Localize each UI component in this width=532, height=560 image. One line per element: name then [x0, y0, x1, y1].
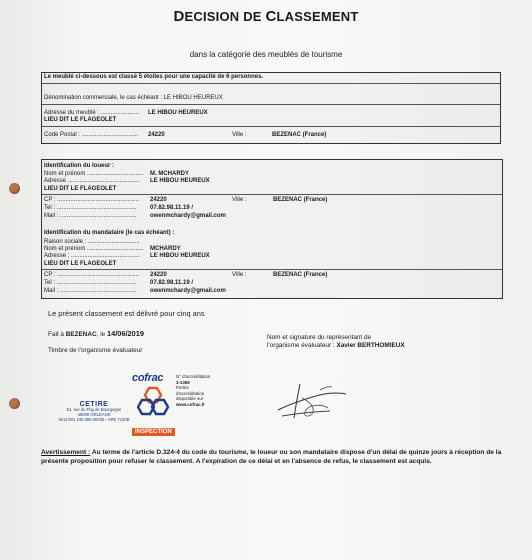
mandataire-adresse-label: Adresse : .........................................	[44, 253, 140, 259]
denomination-line: Dénomination commerciale, le cas échéant : LE HIBOU HEUREUX	[44, 95, 223, 101]
identification-box	[41, 159, 503, 299]
code-postal-value: 24220	[148, 132, 165, 138]
signature-line-1: Nom et signature du représentant de	[267, 334, 372, 341]
signature-line-2: l'organisme évaluateur : Xavier BERTHOMIEUX	[267, 342, 405, 349]
cetire-name: CETIRE	[79, 401, 109, 408]
mandataire-nom-value: MCHARDY	[150, 246, 181, 252]
cofrac-accreditation-text: N° d'accréditation 3-1356 Portée d'accréditation disponible sur www.cofrac.fr	[176, 374, 211, 407]
mandataire-cp-value: 24220	[150, 272, 167, 278]
document-subtitle: dans la catégorie des meublés de tourisme	[189, 50, 343, 59]
mandataire-tel-label: Tel : ................................................	[44, 280, 137, 286]
mandataire-mail-value: owenmchardy@gmail.com	[150, 288, 226, 294]
ville-value: BEZENAC (France)	[272, 132, 327, 138]
loueur-tel-value: 07.82.98.11.19 /	[150, 205, 194, 211]
loueur-tel-label: Tel : ................................................	[44, 205, 137, 211]
mandataire-cp-label: CP : .................................................	[44, 272, 139, 278]
meuble-box	[41, 72, 501, 144]
loueur-mail-value: owenmchardy@gmail.com	[150, 213, 226, 219]
fait-a-line: Fait à BEZENAC, le 14/06/2019	[48, 329, 144, 338]
cetire-stamp	[50, 402, 138, 422]
document-title: DECISION DE CLASSEMENT	[173, 8, 359, 25]
adresse-label: Adresse du meublé : .......................	[44, 110, 140, 116]
punch-hole	[9, 183, 20, 194]
warning-paragraph	[41, 449, 511, 466]
mandataire-adresse-value: LE HIBOU HEUREUX	[150, 253, 210, 259]
loueur-nom-label: Nom et prénom ..................................	[44, 171, 144, 177]
loueur-ville-value: BEZENAC (France)	[273, 197, 328, 203]
adresse-value: LE HIBOU HEUREUX	[148, 110, 208, 116]
warning-text: Au terme de l'article D.324-4 du code du tourisme, le loueur ou son mandataire dispose d'un délai de quinze jours à réception de la présente proposition pour refuser le classement. A l'expiration de ce délai et en l'absence de refus, le classement est acquis.	[41, 449, 502, 465]
loueur-lieu-dit: LIEU DIT LE FLAGEOLET	[44, 186, 117, 192]
loueur-cp-value: 24220	[150, 197, 167, 203]
mandataire-nom-label: Nom et prénom ..................................	[44, 246, 144, 252]
mandataire-section-title: Identification du mandataire (le cas échéant) :	[44, 230, 175, 236]
handwritten-signature	[272, 378, 352, 424]
classification-statement: Le meublé ci-dessous est classé 5 étoiles pour une capacité de 6 personnes.	[44, 74, 264, 80]
cofrac-hexagon-icon	[137, 386, 173, 418]
validity-text: Le présent classement est délivré pour cinq ans	[48, 309, 205, 318]
code-postal-label: Code Postal : ..................................	[44, 132, 139, 138]
cetire-siret: Siret 801 445 988 00035 - APE 7120B	[58, 417, 130, 422]
mandataire-lieu-dit: LIEU DIT LE FLAGEOLET	[44, 261, 117, 267]
mandataire-ville-value: BEZENAC (France)	[273, 272, 328, 278]
loueur-cp-label: CP : .................................................	[44, 197, 139, 203]
mandataire-mail-label: Mail : ..............................................	[44, 288, 137, 294]
cofrac-wordmark: cofrac	[132, 372, 164, 384]
mandataire-tel-value: 07.82.98.11.19 /	[150, 280, 194, 286]
loueur-adresse-value: LE HIBOU HEUREUX	[150, 178, 210, 184]
loueur-ville-label: Ville :	[232, 197, 247, 203]
mandataire-raison-label: Raison sociale : ...............................	[44, 239, 140, 245]
timbre-label: Timbre de l'organisme évaluateur	[48, 347, 143, 354]
warning-label: Avertissement :	[41, 449, 91, 456]
inspection-label: INSPECTION	[132, 428, 175, 436]
lieu-dit: LIEU DIT LE FLAGEOLET	[44, 117, 117, 123]
ville-label: Ville :	[232, 132, 247, 138]
loueur-adresse-label: Adresse ...........................................	[44, 178, 140, 184]
punch-hole	[9, 398, 20, 409]
loueur-nom-value: M. MCHARDY	[150, 171, 189, 177]
cetire-city: 45000 ORLEANS	[77, 412, 111, 417]
loueur-mail-label: Mail : ..............................................	[44, 213, 137, 219]
mandataire-ville-label: Ville :	[232, 272, 247, 278]
cetire-address: 51, rue du Fbg de Bourgogne	[66, 407, 122, 412]
loueur-section-title: Identification du loueur :	[44, 163, 114, 169]
